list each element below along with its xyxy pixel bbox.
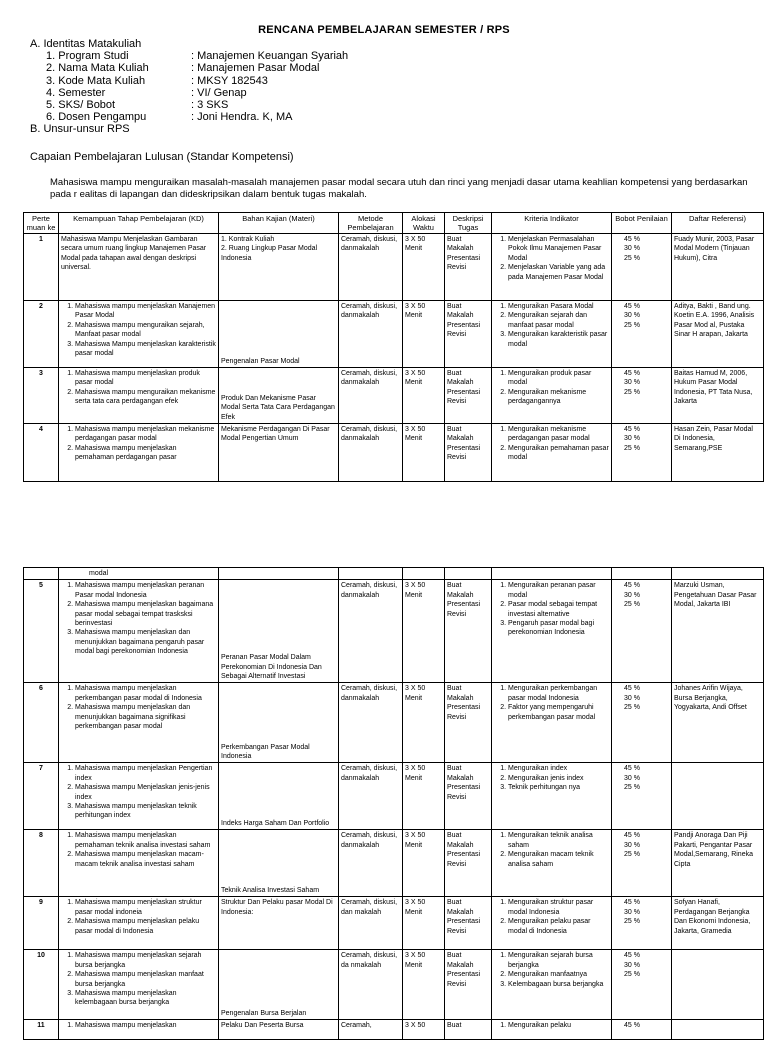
kriteria-list xyxy=(494,684,609,722)
list-item: 2. Pasar modal sebagai tempat investasi alternative xyxy=(508,600,609,619)
kriteria-list xyxy=(494,898,609,936)
bobot-value: 30 % xyxy=(624,908,640,916)
capaian-text: Mahasiswa mampu menguraikan masalah-masalah manajemen pasar modal secara utuh dan rinci yang menjadi dasar utama keahlian kompetensi yang berdasarkan pada r ealitas di lapangan dan dideskripsikan dalam bentuk tugas makalah. xyxy=(50,177,748,200)
waktu-cell: 3 X 50 Menit xyxy=(403,424,445,482)
bobot-value: 45 % xyxy=(624,952,640,960)
table-row xyxy=(24,580,764,683)
identitas-row xyxy=(30,62,348,74)
kriteria-list xyxy=(494,764,609,792)
bobot-value: 25 % xyxy=(624,851,640,859)
list-item: 2. Mahasiswa mampu menjelaskan manfaat bursa berjangka xyxy=(75,970,216,989)
bobot-value: 30 % xyxy=(624,961,640,969)
bobot-value: 30 % xyxy=(624,435,640,443)
bobot-value: 45 % xyxy=(624,1022,640,1030)
tugas-cell: Buat Makalah Presentasi Revisi xyxy=(445,368,492,424)
waktu-cell: 3 X 50 Menit xyxy=(403,950,445,1020)
list-item: 1. Menguraikan mekanisme perdagangan pasar modal xyxy=(508,425,609,444)
column-header: Alokasi Waktu xyxy=(403,213,445,234)
tugas-cell: Buat Makalah Presentasi Revisi xyxy=(445,580,492,683)
column-header: Bahan Kajian (Materi) xyxy=(219,213,339,234)
kriteria-list xyxy=(494,302,609,349)
kriteria-cell xyxy=(492,763,612,830)
metode-cell: Ceramah, diskusi, danmakalah xyxy=(339,580,403,683)
empty-cell xyxy=(672,568,764,580)
bobot-value: 25 % xyxy=(624,601,640,609)
column-header: Kriteria Indikator xyxy=(492,213,612,234)
kriteria-list xyxy=(494,581,609,637)
identitas-label: 4. Semester xyxy=(46,86,106,99)
list-item: 1. Menguraikan struktur pasar modal Indonesia xyxy=(508,898,609,917)
bobot-value: 30 % xyxy=(624,379,640,387)
kriteria-list xyxy=(494,951,609,989)
identitas-value: : VI/ Genap xyxy=(191,86,247,99)
materi-text: Peranan Pasar Modal Dalam Perekonomian Di Indonesia Dan Sebagai Alternatif Investasi xyxy=(221,654,322,680)
bobot-value: 30 % xyxy=(624,841,640,849)
materi-text: Pelaku Dan Peserta Bursa xyxy=(221,1022,304,1030)
bobot-value: 30 % xyxy=(624,245,640,253)
bobot-value: 45 % xyxy=(624,899,640,907)
metode-cell: Ceramah, diskusi, danmakalah xyxy=(339,683,403,763)
kriteria-cell xyxy=(492,580,612,683)
kd-list xyxy=(61,898,216,936)
list-item: 3. Pengaruh pasar modal bagi perekonomian Indonesia xyxy=(508,619,609,638)
referensi-cell: Fuady Munir, 2003, Pasar Modal Modern (Tinjauan Hukum), Citra xyxy=(672,234,764,301)
referensi-cell: Aditya, Bakti , Band ung. Koetin E.A. 1996, Analisis Pasar Mod al, Pustaka Sinar H arapan, Jakarta xyxy=(672,301,764,368)
waktu-cell: 3 X 50 Menit xyxy=(403,368,445,424)
waktu-cell: 3 X 50 Menit xyxy=(403,897,445,950)
list-item: 1. Mahasiswa mampu menjelaskan Pengertian index xyxy=(75,764,216,783)
bobot-value: 45 % xyxy=(624,426,640,433)
kd-list xyxy=(61,764,216,820)
list-item: 1. Menguraikan produk pasar modal xyxy=(508,369,609,388)
table-row xyxy=(24,424,764,482)
list-item: 1. Menguraikan teknik analisa saham xyxy=(508,831,609,850)
bobot-cell xyxy=(612,683,672,763)
identitas-label: 1. Program Studi xyxy=(46,50,129,63)
kriteria-cell xyxy=(492,301,612,368)
kriteria-list xyxy=(494,1021,609,1030)
list-item: 3. Menguraikan karakteristik pasar modal xyxy=(508,330,609,349)
list-item: 2. Menguraikan pemahaman pasar modal xyxy=(508,444,609,463)
identitas-value: : Joni Hendra. K, MA xyxy=(191,111,293,124)
bobot-value: 25 % xyxy=(624,704,640,712)
metode-cell: Ceramah, diskusi, dan makalah xyxy=(339,897,403,950)
pertemuan-number: 8 xyxy=(24,830,59,897)
bobot-value: 45 % xyxy=(624,303,640,310)
kriteria-list xyxy=(494,831,609,869)
materi-text: Indeks Harga Saham Dan Portfolio xyxy=(221,820,330,827)
table-row xyxy=(24,368,764,424)
kriteria-list xyxy=(494,425,609,463)
pertemuan-number: 9 xyxy=(24,897,59,950)
pertemuan-number: 2 xyxy=(24,301,59,368)
identitas-value: : Manajemen Pasar Modal xyxy=(191,62,320,75)
tugas-cell: Buat Makalah Presentasi Revisi xyxy=(445,683,492,763)
kriteria-cell xyxy=(492,424,612,482)
bobot-cell xyxy=(612,424,672,482)
bobot-cell xyxy=(612,897,672,950)
materi-cell xyxy=(219,580,339,683)
kd-cell xyxy=(59,234,219,301)
metode-cell: Ceramah, diskusi, danmakalah xyxy=(339,763,403,830)
column-header: Kemampuan Tahap Pembelajaran (KD) xyxy=(59,213,219,234)
identitas-label: 5. SKS/ Bobot xyxy=(46,99,116,112)
materi-cell xyxy=(219,301,339,368)
table-row xyxy=(24,234,764,301)
table-header-row xyxy=(24,213,764,234)
kd-list xyxy=(61,831,216,869)
list-item: 2. Faktor yang mempengaruhi perkembangan pasar modal xyxy=(508,703,609,722)
identitas-value: : MKSY 182543 xyxy=(191,74,268,87)
list-item: 1. Mahasiswa mampu menjelaskan mekanisme perdagangan pasar modal xyxy=(75,425,216,444)
pertemuan-number: 4 xyxy=(24,424,59,482)
kd-list xyxy=(61,951,216,1007)
table-row xyxy=(24,1020,764,1040)
identitas-label: 6. Dosen Pengampu xyxy=(46,111,147,124)
referensi-cell xyxy=(672,1020,764,1040)
list-item: 1. Mahasiswa mampu menjelaskan pemahaman teknik analisa investasi saham xyxy=(75,831,216,850)
materi-text: Pengenalan Bursa Berjalan xyxy=(221,1010,307,1017)
materi-cell xyxy=(219,763,339,830)
list-item: 2. Mahasiswa mampu menguraikan sejarah, Manfaat pasar modal xyxy=(75,321,216,340)
identitas-section xyxy=(30,38,348,136)
kriteria-list xyxy=(494,235,609,282)
metode-cell: Ceramah, xyxy=(339,1020,403,1040)
list-item: 2. Mahasiswa mampu menjelaskan macam-macam teknik analisa investasi saham xyxy=(75,850,216,869)
empty-cell xyxy=(219,568,339,580)
bobot-cell xyxy=(612,234,672,301)
list-item: 1. Mahasiswa mampu menjelaskan peranan Pasar modal Indonesia xyxy=(75,581,216,600)
kd-list xyxy=(61,581,216,656)
list-item: 1. Menguraikan index xyxy=(508,764,609,773)
list-item: 2. Mahasiswa mampu Menjelaskan jenis-jenis index xyxy=(75,783,216,802)
list-item: 1. Mahasiswa mampu menjelaskan produk pasar modal xyxy=(75,369,216,388)
list-item: 1. Menjelaskan Permasalahan Pokok Ilmu Manajemen Pasar Modal xyxy=(508,235,609,263)
bobot-value: 25 % xyxy=(624,784,640,792)
bobot-cell xyxy=(612,1020,672,1040)
materi-text: Perkembangan Pasar Modal Indonesia xyxy=(221,743,310,760)
kd-text: Mahasiswa Mampu Menjelaskan Gambaran secara umum ruang lingkup Manajemen Pasar Modal pada tahapan awal dengan deskripsi universal. xyxy=(61,236,207,272)
kd-list xyxy=(61,302,216,358)
materi-cell xyxy=(219,1020,339,1040)
bobot-cell xyxy=(612,950,672,1020)
kd-cell xyxy=(59,1020,219,1040)
bobot-value: 25 % xyxy=(624,254,640,262)
materi-cell xyxy=(219,950,339,1020)
pertemuan-number: 3 xyxy=(24,368,59,424)
identitas-header: A. Identitas Matakuliah xyxy=(30,38,142,50)
kriteria-cell xyxy=(492,897,612,950)
list-item: 3. Mahasiswa mampu menjelaskan dan menunjukkan bagaimana pengaruh pasar modal bagi perekonomian Indonesia xyxy=(75,628,216,656)
bobot-value: 45 % xyxy=(624,236,640,243)
kd-cell xyxy=(59,368,219,424)
metode-cell: Ceramah, diskusi, danmakalah xyxy=(339,301,403,368)
identitas-label: 2. Nama Mata Kuliah xyxy=(46,62,149,75)
list-item: 1. Mahasiswa mampu menjelaskan struktur pasar modal indoneia xyxy=(75,898,216,917)
bobot-value: 45 % xyxy=(624,765,640,773)
referensi-cell: Pandji Anoraga Dan Piji Pakarti, Pengantar Pasar Modal,Semarang, Rineka Cipta xyxy=(672,830,764,897)
list-item: 3. Kelembagaan bursa berjangka xyxy=(508,980,609,989)
list-item: 3. Mahasiswa mampu menjelaskan kelembagaan bursa berjangka xyxy=(75,989,216,1008)
list-item: 3. Teknik perhitungan nya xyxy=(508,783,609,792)
kriteria-cell xyxy=(492,234,612,301)
referensi-cell: Hasan Zein, Pasar Modal Di Indonesia, Semarang,PSE xyxy=(672,424,764,482)
list-item: 1. Menguraikan Pasara Modal xyxy=(508,302,609,311)
tugas-cell: Buat Makalah Presentasi Revisi xyxy=(445,763,492,830)
identitas-row xyxy=(30,75,348,87)
kriteria-cell xyxy=(492,830,612,897)
column-header: Deskripsi Tugas xyxy=(445,213,492,234)
list-item: 2. Mahasiswa mampu menjelaskan dan menunjukkan bagaimana signifikasi perkembangan pasar modal xyxy=(75,703,216,731)
tugas-cell: Buat Makalah Presentasi Revisi xyxy=(445,950,492,1020)
pertemuan-number: 10 xyxy=(24,950,59,1020)
empty-cell xyxy=(492,568,612,580)
materi-text: Mekanisme Perdagangan Di Pasar Modal Pengertian Umum xyxy=(221,426,330,443)
bobot-cell xyxy=(612,763,672,830)
empty-cell xyxy=(445,568,492,580)
pertemuan-number xyxy=(24,568,59,580)
metode-cell: Ceramah, diskusi, da nmakalah xyxy=(339,950,403,1020)
kd-cell xyxy=(59,301,219,368)
rps-table-page1 xyxy=(23,212,764,482)
table-row xyxy=(24,950,764,1020)
metode-cell: Ceramah, diskusi, danmakalah xyxy=(339,424,403,482)
kd-list xyxy=(61,1021,216,1030)
waktu-cell: 3 X 50 Menit xyxy=(403,301,445,368)
bobot-cell xyxy=(612,580,672,683)
materi-cell xyxy=(219,830,339,897)
materi-cell xyxy=(219,897,339,950)
list-item: 1. Mahasiswa mampu menjelaskan perkembangan pasar modal di Indonesia xyxy=(75,684,216,703)
empty-cell xyxy=(403,568,445,580)
tugas-cell: Buat Makalah Presentasi Revisi xyxy=(445,301,492,368)
rps-table-page2 xyxy=(23,567,764,1040)
list-item: 2. Menguraikan jenis index xyxy=(508,774,609,783)
pertemuan-number: 1 xyxy=(24,234,59,301)
tugas-cell: Buat Makalah Presentasi Revisi xyxy=(445,897,492,950)
list-item: 2. Mahasiswa mampu menguraikan mekanisme serta tata cara perdagangan efek xyxy=(75,388,216,407)
kd-list xyxy=(61,684,216,731)
kd-cell xyxy=(59,424,219,482)
list-item: 2. Menguraikan pelaku pasar modal di Indonesia xyxy=(508,917,609,936)
list-item: 2. Menguraikan macam teknik analisa saham xyxy=(508,850,609,869)
table-row xyxy=(24,683,764,763)
waktu-cell: 3 X 50 Menit xyxy=(403,234,445,301)
tugas-cell: Buat Makalah Presentasi Revisi xyxy=(445,424,492,482)
list-item: 3. Mahasiswa mampu menjelaskan teknik perhitungan index xyxy=(75,802,216,821)
referensi-cell: Johanes Arifin Wijaya, Bursa Berjangka, Yogyakarta, Andi Offset xyxy=(672,683,764,763)
kd-text: modal xyxy=(89,570,109,577)
pertemuan-number: 7 xyxy=(24,763,59,830)
list-item: 1. Mahasiswa mampu menjelaskan xyxy=(75,1021,216,1030)
kd-cell xyxy=(59,897,219,950)
kd-cell xyxy=(59,950,219,1020)
materi-text: Struktur Dan Pelaku pasar Modal Di Indonesia: xyxy=(221,899,333,916)
column-header: Bobot Penilaian xyxy=(612,213,672,234)
tugas-cell: Buat Makalah Presentasi Revisi xyxy=(445,234,492,301)
pertemuan-number: 5 xyxy=(24,580,59,683)
materi-text: Produk Dan Mekanisme Pasar Modal Serta Tata Cara Perdagangan Efek xyxy=(221,394,335,421)
materi-cell xyxy=(219,424,339,482)
bobot-value: 45 % xyxy=(624,832,640,840)
list-item: 2. Mahasiswa mampu menjelaskan pemahaman perdagangan pasar xyxy=(75,444,216,463)
identitas-row xyxy=(30,87,348,99)
waktu-cell: 3 X 50 Menit xyxy=(403,830,445,897)
kd-cell xyxy=(59,580,219,683)
column-header: Daftar Referensi) xyxy=(672,213,764,234)
kriteria-cell xyxy=(492,1020,612,1040)
waktu-cell: 3 X 50 xyxy=(403,1020,445,1040)
bobot-cell xyxy=(612,830,672,897)
kriteria-cell xyxy=(492,683,612,763)
bobot-value: 45 % xyxy=(624,685,640,693)
empty-cell xyxy=(612,568,672,580)
identitas-label: 3. Kode Mata Kuliah xyxy=(46,74,146,87)
bobot-value: 45 % xyxy=(624,370,640,377)
referensi-cell xyxy=(672,763,764,830)
kriteria-cell xyxy=(492,950,612,1020)
list-item: 1. Menguraikan pelaku xyxy=(508,1021,609,1030)
kriteria-list xyxy=(494,369,609,407)
list-item: 1. Menguraikan sejarah bursa berjangka xyxy=(508,951,609,970)
materi-text: Teknik Analisa Investasi Saham xyxy=(221,887,320,894)
list-item: 3. Mahasiswa Mampu menjelaskan karakteristik pasar modal xyxy=(75,340,216,359)
kd-cell xyxy=(59,830,219,897)
bobot-value: 45 % xyxy=(624,582,640,590)
identitas-value: : Manajemen Keuangan Syariah xyxy=(191,50,349,63)
materi-cell xyxy=(219,368,339,424)
table-row xyxy=(24,897,764,950)
bobot-cell xyxy=(612,301,672,368)
bobot-cell xyxy=(612,368,672,424)
bobot-value: 25 % xyxy=(624,918,640,926)
bobot-value: 25 % xyxy=(624,321,640,329)
tugas-cell: Buat Makalah Presentasi Revisi xyxy=(445,830,492,897)
bobot-value: 25 % xyxy=(624,388,640,396)
list-item: 2. Menguraikan manfaatnya xyxy=(508,970,609,979)
metode-cell: Ceramah, diskusi, danmakalah xyxy=(339,234,403,301)
kd-cell xyxy=(59,683,219,763)
materi-cell xyxy=(219,234,339,301)
kd-list xyxy=(61,369,216,407)
list-item: 2. Menguraikan mekanisme perdagangannya xyxy=(508,388,609,407)
identitas-row xyxy=(30,111,348,123)
referensi-cell: Sofyan Hanafi, Perdagangan Berjangka Dan Ekonomi Indonesia, Jakarta, Gramedia xyxy=(672,897,764,950)
bobot-value: 30 % xyxy=(624,591,640,599)
table-row xyxy=(24,763,764,830)
identitas-row xyxy=(30,99,348,111)
materi-text: 1. Kontrak Kuliah xyxy=(221,236,275,243)
referensi-cell: Marzuki Usman, Pengetahuan Dasar Pasar Modal, Jakarta IBI xyxy=(672,580,764,683)
materi-text: Pengenalan Pasar Modal xyxy=(221,357,300,365)
identitas-row xyxy=(30,50,348,62)
list-item: 2. Menjelaskan Variable yang ada pada Manajemen Pasar Modal xyxy=(508,263,609,282)
kd-cell xyxy=(59,763,219,830)
table-row xyxy=(24,301,764,368)
identitas-value: : 3 SKS xyxy=(191,99,229,112)
waktu-cell: 3 X 50 Menit xyxy=(403,763,445,830)
empty-cell xyxy=(339,568,403,580)
table-row xyxy=(24,830,764,897)
capaian-title: Capaian Pembelajaran Lulusan (Standar Kompetensi) xyxy=(30,151,294,163)
kd-list xyxy=(61,425,216,463)
bobot-value: 25 % xyxy=(624,971,640,979)
column-header: Metode Pembelajaran xyxy=(339,213,403,234)
metode-cell: Ceramah, diskusi, danmakalah xyxy=(339,368,403,424)
list-item: 2. Menguraikan sejarah dan manfaat pasar modal xyxy=(508,311,609,330)
list-item: 1. Menguraikan perkembangan pasar modal Indonesia xyxy=(508,684,609,703)
page-title: RENCANA PEMBELAJARAN SEMESTER / RPS xyxy=(258,24,510,36)
bobot-value: 30 % xyxy=(624,774,640,782)
list-item: 2. Mahasiswa mampu menjelaskan bagaimana pasar modal sebagai tempat trasksksi berinvestasi xyxy=(75,600,216,628)
tugas-cell: Buat xyxy=(445,1020,492,1040)
list-item: 2. Mahasiswa mampu menjelaskan pelaku pasar modal di Indonesia xyxy=(75,917,216,936)
bobot-value: 30 % xyxy=(624,312,640,320)
referensi-cell: Baitas Hamud M, 2006, Hukum Pasar Modal Indonesia, PT Tata Nusa, Jakarta xyxy=(672,368,764,424)
referensi-cell xyxy=(672,950,764,1020)
kd-cell xyxy=(59,568,219,580)
materi-cell xyxy=(219,683,339,763)
bobot-value: 25 % xyxy=(624,444,640,452)
kriteria-cell xyxy=(492,368,612,424)
continuation-row xyxy=(24,568,764,580)
list-item: 1. Menguraikan peranan pasar modal xyxy=(508,581,609,600)
metode-cell: Ceramah, diskusi, danmakalah xyxy=(339,830,403,897)
list-item: 1. Mahasiswa mampu menjelaskan sejarah bursa berjangka xyxy=(75,951,216,970)
materi-text: 2. Ruang Lingkup Pasar Modal Indonesia xyxy=(221,245,318,262)
waktu-cell: 3 X 50 Menit xyxy=(403,580,445,683)
pertemuan-number: 11 xyxy=(24,1020,59,1040)
waktu-cell: 3 X 50 Menit xyxy=(403,683,445,763)
pertemuan-number: 6 xyxy=(24,683,59,763)
unsur-header: B. Unsur-unsur RPS xyxy=(30,123,130,136)
list-item: 1. Mahasiswa mampu menjelaskan Manajemen Pasar Modal xyxy=(75,302,216,321)
bobot-value: 30 % xyxy=(624,694,640,702)
column-header: Perte muan ke xyxy=(24,213,59,234)
